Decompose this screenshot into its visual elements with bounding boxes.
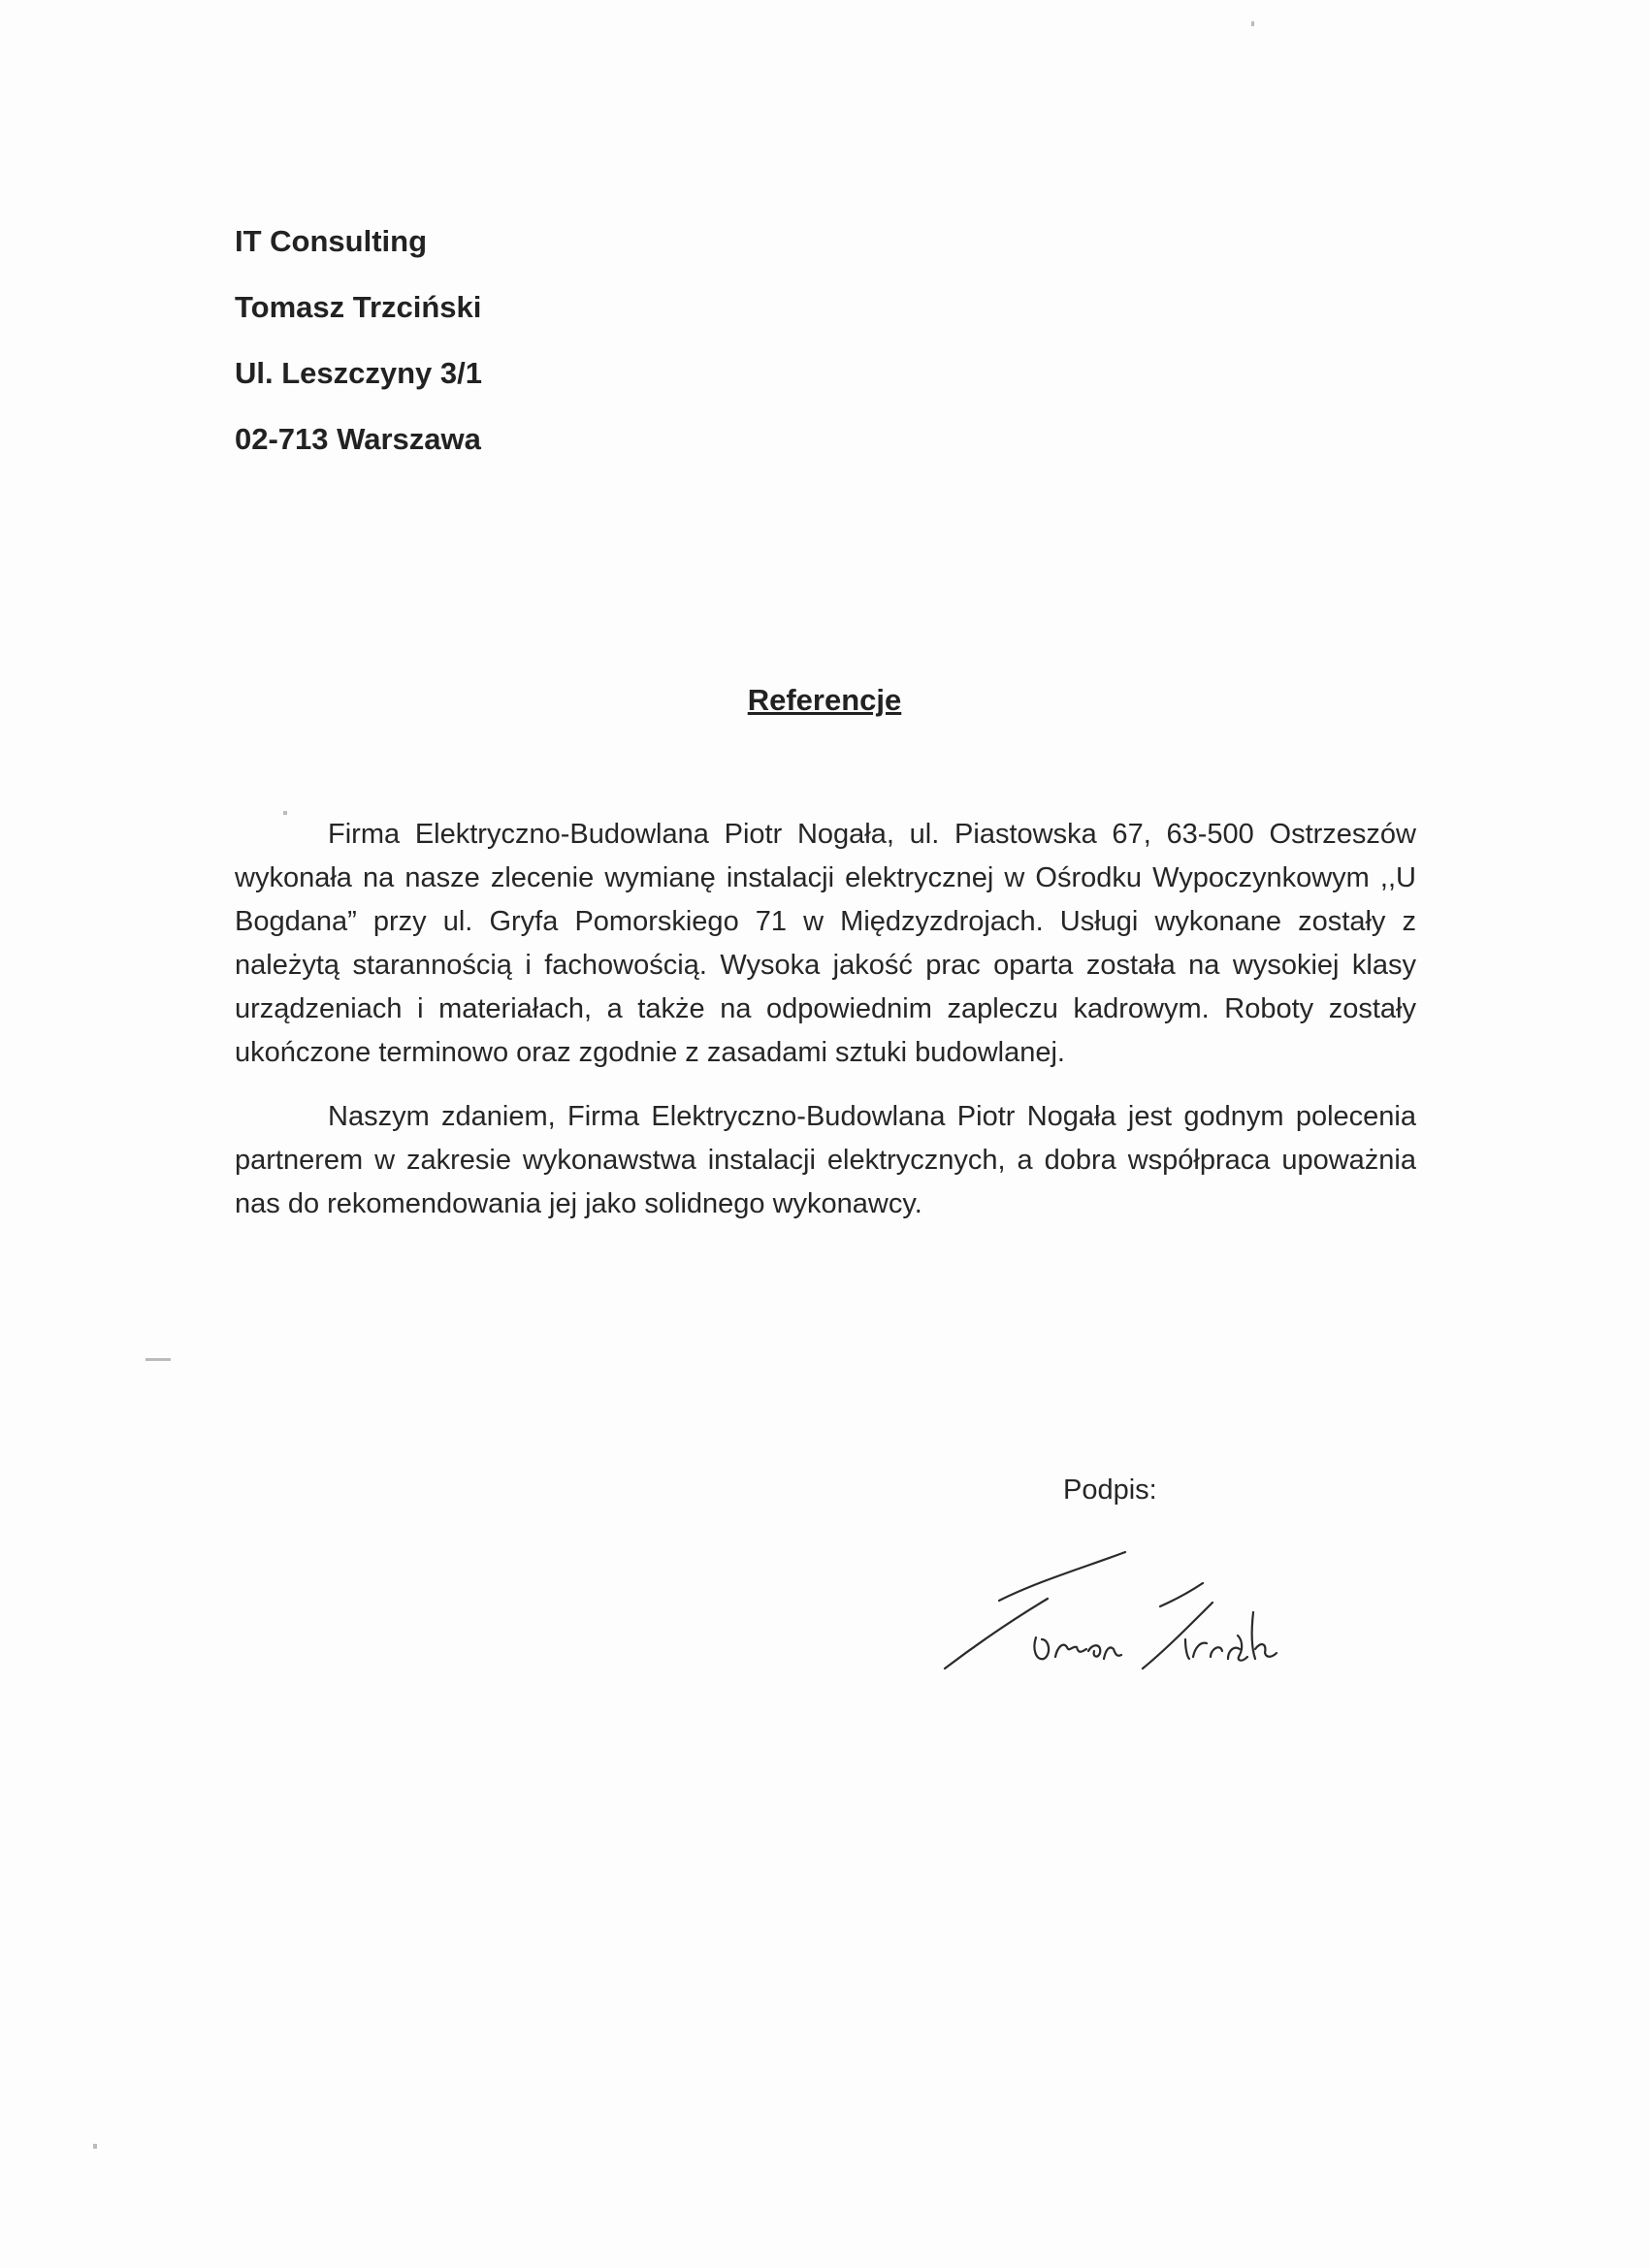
sender-city: 02-713 Warszawa	[235, 422, 481, 456]
body-paragraph: Firma Elektryczno-Budowlana Piotr Nogała, ul. Piastowska 67, 63-500 Ostrzeszów wykonała na nasze zlecenie wymianę instalacji elektrycznej w Ośrodku Wypoczynkowym ,,U Bogdana” przy ul. Gryfa Pomorskiego 71 w Międzyzdrojach. Usługi wykonane zostały z należytą starannością i fachowością. Wysoka jakość prac oparta została na wysokiej klasy urządzeniach i materiałach, a także na odpowiednim zapleczu kadrowym. Roboty zostały ukończone terminowo oraz zgodnie z zasadami sztuki budowlanej.	[235, 819, 1416, 1068]
sender-name: Tomasz Trzciński	[235, 290, 482, 324]
sender-address-block	[235, 225, 482, 489]
document-title: Referencje	[747, 683, 902, 717]
scan-speck	[93, 2144, 97, 2149]
scan-speck	[1251, 21, 1254, 26]
sender-company: IT Consulting	[235, 224, 428, 258]
signature-label: Podpis:	[1063, 1474, 1157, 1506]
letter-body	[235, 813, 1416, 1247]
sender-street: Ul. Leszczyny 3/1	[235, 356, 483, 390]
handwritten-signature	[931, 1542, 1319, 1678]
body-paragraph: Naszym zdaniem, Firma Elektryczno-Budowlana Piotr Nogała jest godnym polecenia partnerem w zakresie wykonawstwa instalacji elektrycznych, a dobra współpraca upoważnia nas do rekomendowania jej jako solidnego wykonawcy.	[235, 1101, 1416, 1219]
scan-speck	[283, 811, 287, 815]
scan-speck	[146, 1358, 171, 1361]
